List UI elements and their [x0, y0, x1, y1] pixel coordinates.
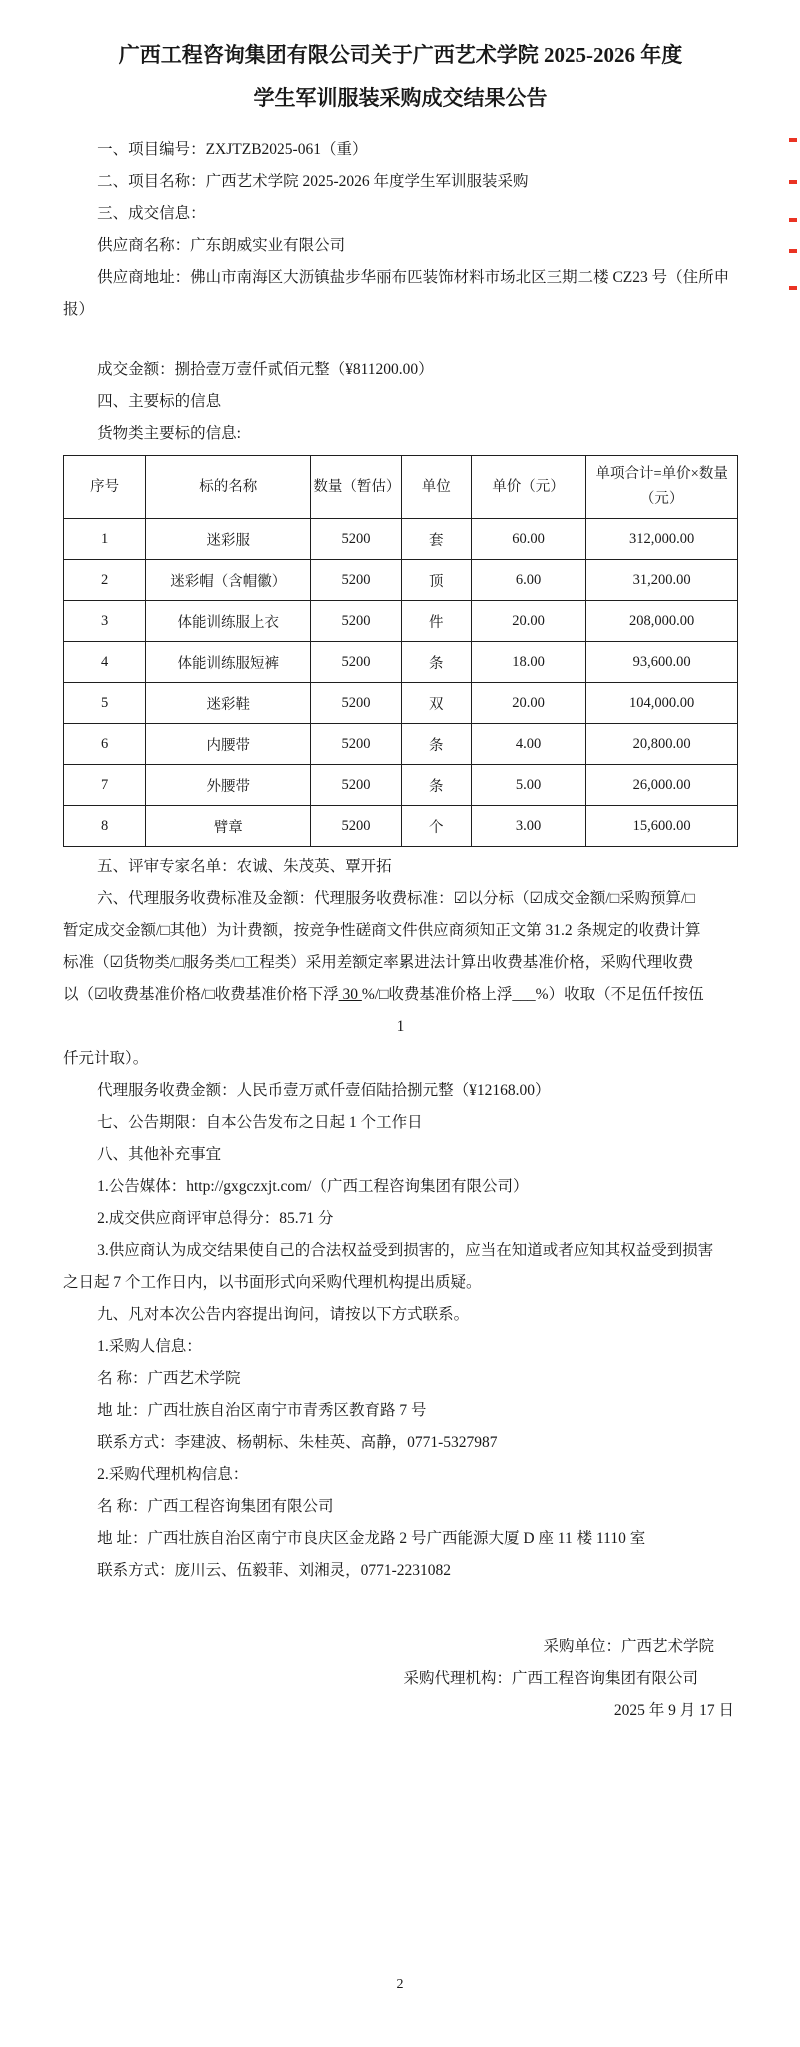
col-header-total-line-1: 单项合计=单价×数量 — [595, 466, 728, 482]
title-line-2: 学生军训服装采购成交结果公告 — [253, 86, 548, 110]
review-score-line: 2.成交供应商评审总得分：85.71 分 — [97, 1210, 334, 1227]
cell-qty: 5200 — [311, 806, 401, 847]
cell-item: 体能训练服上衣 — [146, 601, 311, 642]
table-row — [64, 601, 738, 642]
cell-unit: 条 — [401, 724, 471, 765]
table-row — [64, 683, 738, 724]
discount-rate-value: 30 — [338, 986, 362, 1003]
table-row — [64, 765, 738, 806]
fee-line-4-suffix: %/□收费基准价格上浮___%）收取（不足伍仟按伍 — [361, 986, 704, 1003]
deal-amount-line: 成交金额：捌拾壹万壹仟贰佰元整（¥811200.00） — [97, 361, 434, 378]
cell-price: 20.00 — [471, 601, 586, 642]
fee-standard-line-5: 仟元计取）。 — [63, 1050, 149, 1067]
buyer-address-line: 地 址：广西壮族自治区南宁市青秀区教育路 7 号 — [97, 1402, 427, 1419]
fee-standard-line-1: 六、代理服务收费标准及金额：代理服务收费标准：☑以分标（☑成交金额/□采购预算/□ — [97, 890, 695, 907]
cell-seq: 6 — [64, 724, 146, 765]
col-header-qty: 数量（暂估） — [311, 456, 401, 519]
cell-seq: 7 — [64, 765, 146, 806]
project-number-line: 一、项目编号：ZXJTZB2025-061（重） — [97, 141, 368, 158]
cell-price: 18.00 — [471, 642, 586, 683]
cell-unit: 件 — [401, 601, 471, 642]
cell-qty: 5200 — [311, 724, 401, 765]
fee-amount-line: 代理服务收费金额：人民币壹万贰仟壹佰陆拾捌元整（¥12168.00） — [97, 1082, 551, 1099]
col-header-seq: 序号 — [64, 456, 146, 519]
contact-heading: 九、凡对本次公告内容提出询问，请按以下方式联系。 — [97, 1306, 470, 1323]
cell-unit: 个 — [401, 806, 471, 847]
cell-total: 31,200.00 — [586, 560, 738, 601]
cell-seq: 8 — [64, 806, 146, 847]
procurement-agency-line: 采购代理机构：广西工程咨询集团有限公司 — [403, 1670, 698, 1687]
col-header-item: 标的名称 — [146, 456, 311, 519]
page-number-mid: 1 — [396, 1018, 405, 1035]
buyer-name-line: 名 称：广西艺术学院 — [97, 1370, 241, 1387]
table-row — [64, 724, 738, 765]
cell-item: 内腰带 — [146, 724, 311, 765]
agent-info-heading: 2.采购代理机构信息： — [97, 1466, 249, 1483]
cell-qty: 5200 — [311, 601, 401, 642]
cell-total: 312,000.00 — [586, 519, 738, 560]
buyer-info-heading: 1.采购人信息： — [97, 1338, 202, 1355]
cell-item: 迷彩帽（含帽徽） — [146, 560, 311, 601]
revision-mark-icon — [789, 249, 797, 253]
cell-price: 20.00 — [471, 683, 586, 724]
cell-price: 60.00 — [471, 519, 586, 560]
announcement-date: 2025 年 9 月 17 日 — [613, 1702, 734, 1719]
table-row — [64, 560, 738, 601]
document-body-lower — [63, 851, 738, 1587]
agent-address-line: 地 址：广西壮族自治区南宁市良庆区金龙路 2 号广西能源大厦 D 座 11 楼 1110 室 — [97, 1530, 646, 1547]
cell-unit: 套 — [401, 519, 471, 560]
fee-standard-line-3: 标准（☑货物类/□服务类/□工程类）采用差额定率累进法计算出收费基准价格，采购代理收费 — [63, 954, 694, 971]
signature-block — [63, 1631, 738, 1727]
revision-mark-icon — [789, 286, 797, 290]
title-line-1: 广西工程咨询集团有限公司关于广西艺术学院 2025-2026 年度 — [118, 43, 683, 67]
supplier-name-line: 供应商名称：广东朗威实业有限公司 — [97, 237, 346, 254]
document-title — [63, 34, 738, 120]
cell-unit: 顶 — [401, 560, 471, 601]
fee-line-4-prefix: 以（☑收费基准价格/□收费基准价格下浮 — [63, 986, 339, 1003]
document-body — [63, 134, 738, 450]
col-header-total — [586, 456, 738, 519]
goods-info-heading: 货物类主要标的信息: — [97, 425, 241, 442]
table-row — [64, 519, 738, 560]
agent-contact-line: 联系方式：庞川云、伍毅菲、刘湘灵，0771-2231082 — [97, 1562, 452, 1579]
objection-line-2: 之日起 7 个工作日内，以书面形式向采购代理机构提出质疑。 — [63, 1274, 482, 1291]
cell-seq: 4 — [64, 642, 146, 683]
cell-price: 5.00 — [471, 765, 586, 806]
cell-total: 93,600.00 — [586, 642, 738, 683]
supplier-address-line-2: 报） — [63, 301, 95, 318]
agent-name-line: 名 称：广西工程咨询集团有限公司 — [97, 1498, 334, 1515]
cell-unit: 双 — [401, 683, 471, 724]
cell-total: 208,000.00 — [586, 601, 738, 642]
main-subject-heading: 四、主要标的信息 — [97, 393, 222, 410]
purchasing-unit-line: 采购单位：广西艺术学院 — [543, 1638, 714, 1655]
cell-qty: 5200 — [311, 519, 401, 560]
experts-line: 五、评审专家名单：农诚、朱茂英、覃开拓 — [97, 858, 392, 875]
revision-mark-icon — [789, 218, 797, 222]
notice-period-line: 七、公告期限：自本公告发布之日起 1 个工作日 — [97, 1114, 423, 1131]
cell-qty: 5200 — [311, 560, 401, 601]
cell-item: 体能训练服短裤 — [146, 642, 311, 683]
buyer-contact-line: 联系方式：李建波、杨朝标、朱桂英、高静，0771-5327987 — [97, 1434, 498, 1451]
cell-total: 15,600.00 — [586, 806, 738, 847]
cell-qty: 5200 — [311, 642, 401, 683]
cell-item: 迷彩服 — [146, 519, 311, 560]
col-header-unit: 单位 — [401, 456, 471, 519]
other-matters-heading: 八、其他补充事宜 — [97, 1146, 222, 1163]
cell-price: 3.00 — [471, 806, 586, 847]
deal-info-heading: 三、成交信息： — [97, 205, 206, 222]
cell-unit: 条 — [401, 642, 471, 683]
cell-unit: 条 — [401, 765, 471, 806]
cell-total: 26,000.00 — [586, 765, 738, 806]
project-name-line: 二、项目名称：广西艺术学院 2025-2026 年度学生军训服装采购 — [97, 173, 529, 190]
table-header-row — [64, 456, 738, 519]
cell-price: 6.00 — [471, 560, 586, 601]
revision-mark-icon — [789, 138, 797, 142]
table-row — [64, 806, 738, 847]
cell-item: 臂章 — [146, 806, 311, 847]
page-number-bottom: 2 — [396, 1977, 404, 1992]
cell-item: 迷彩鞋 — [146, 683, 311, 724]
fee-standard-line-2: 暂定成交金额/□其他）为计费额，按竞争性磋商文件供应商须知正文第 31.2 条规定的收费计算 — [63, 922, 701, 939]
cell-seq: 2 — [64, 560, 146, 601]
col-header-total-line-2: （元） — [639, 491, 684, 507]
announcement-media-line: 1.公告媒体：http://gxgczxjt.com/（广西工程咨询集团有限公司） — [97, 1178, 529, 1195]
cell-qty: 5200 — [311, 683, 401, 724]
cell-price: 4.00 — [471, 724, 586, 765]
supplier-address-line-1: 供应商地址：佛山市南海区大沥镇盐步华丽布匹装饰材料市场北区三期二楼 CZ23 号（住所申 — [97, 269, 730, 286]
col-header-price: 单价（元） — [471, 456, 586, 519]
goods-table — [63, 455, 738, 847]
cell-qty: 5200 — [311, 765, 401, 806]
fee-standard-line-4 — [63, 979, 738, 1011]
cell-total: 20,800.00 — [586, 724, 738, 765]
cell-seq: 5 — [64, 683, 146, 724]
cell-total: 104,000.00 — [586, 683, 738, 724]
revision-mark-icon — [789, 180, 797, 184]
cell-seq: 3 — [64, 601, 146, 642]
cell-item: 外腰带 — [146, 765, 311, 806]
objection-line-1: 3.供应商认为成交结果使自己的合法权益受到损害的，应当在知道或者应知其权益受到损害 — [97, 1242, 714, 1259]
cell-seq: 1 — [64, 519, 146, 560]
table-row — [64, 642, 738, 683]
